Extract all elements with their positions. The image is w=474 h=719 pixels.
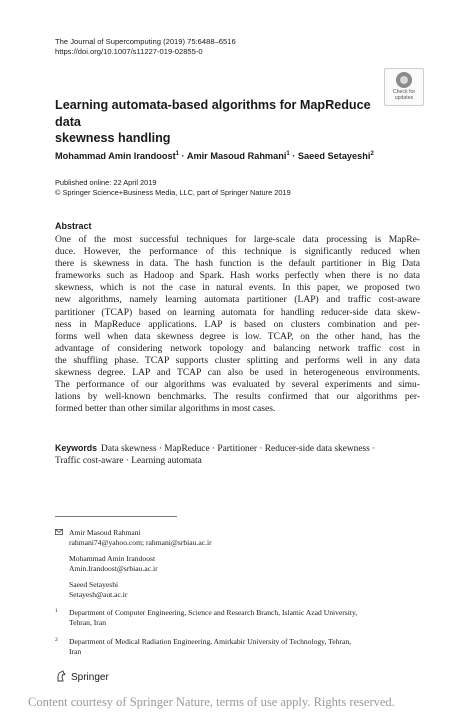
courtesy-watermark: Content courtesy of Springer Nature, terms of use apply. Rights reserved. [28, 695, 395, 709]
keywords-block [55, 442, 425, 467]
abstract-line: One of the most successful techniques for large-scale data processing is MapRe- [55, 234, 420, 245]
author-list [55, 148, 435, 162]
publication-info [55, 178, 291, 198]
footnote-divider [55, 516, 177, 517]
published-date: Published online: 22 April 2019 [55, 178, 157, 187]
abstract-line: skewness degree. LAP and TCAP can also be used in heterogeneous environments. [55, 367, 420, 379]
springer-horse-icon [55, 670, 67, 682]
contact-email[interactable]: rahmani74@yahoo.com; rahmani@srbiau.ac.ir [69, 538, 212, 547]
abstract-line: forms well when data skewness degree is low. TCAP, on the other hand, has the [55, 330, 420, 342]
keywords-line: Data skewness · MapReduce · Partitioner · Reducer-side data skewness · [101, 444, 376, 454]
affiliation-1 [55, 608, 420, 628]
author-affiliation-mark: 1 [286, 151, 290, 157]
abstract-line: duce. However, the performance of this technique is significantly reduced when [55, 246, 420, 258]
abstract-line: the shuffling phase. TCAP supports cluster splitting and performs well in any data [55, 354, 420, 366]
abstract-line: lations by well-known benchmarks. The results confirmed that our algorithms per- [55, 391, 420, 403]
author-name[interactable]: Saeed Setayeshi [297, 151, 371, 162]
journal-header [55, 37, 236, 57]
contact-name: Mohammad Amin Irandoost [69, 554, 156, 563]
abstract-line: frameworks such as Hadoop and Spark. Hash works perfectly when there is no data [55, 270, 420, 282]
abstract-line: new algorithms, namely learning automata partitioner (LAP) and traffic cost-aware [55, 294, 420, 306]
affiliation-text: Department of Computer Engineering, Science and Research Branch, Islamic Azad University, Tehran, Iran [69, 608, 358, 627]
abstract-body [55, 234, 420, 415]
publisher-logo[interactable] [55, 670, 109, 683]
journal-citation: The Journal of Supercomputing (2019) 75:6488–6516 [55, 37, 236, 46]
author-separator: · [292, 151, 296, 162]
author-name[interactable]: Amir Masoud Rahmani [186, 151, 287, 162]
envelope-icon [55, 529, 63, 535]
affiliation-number: 1 [55, 608, 58, 614]
abstract-line: partitioner (TCAP) based on learning automata for handling reducer-side data skew- [55, 306, 420, 318]
crossmark-icon [396, 72, 412, 88]
copyright-notice: © Springer Science+Business Media, LLC, part of Springer Nature 2019 [55, 188, 291, 197]
contact-name: Saeed Setayeshi [69, 580, 119, 589]
contact-entry [69, 580, 389, 600]
keywords-line: Traffic cost-aware · Learning automata [55, 456, 202, 466]
author-affiliation-mark: 2 [370, 151, 374, 157]
paper-title: Learning automata-based algorithms for MapReduce data skewness handling [55, 98, 371, 145]
keywords-heading: Keywords [55, 443, 98, 453]
contact-email[interactable]: Setayesh@aut.ac.ir [69, 590, 128, 599]
abstract-line: advantage of considering network topology and balancing network traffic cost in [55, 342, 420, 354]
contact-list [55, 528, 375, 606]
contact-entry [69, 554, 389, 574]
affiliation-number: 2 [55, 637, 58, 643]
abstract-heading: Abstract [55, 221, 92, 231]
affiliation-2 [55, 637, 420, 657]
author-name[interactable]: Mohammad Amin Irandoost [55, 151, 176, 162]
doi-link[interactable]: https://doi.org/10.1007/s11227-019-02855-0 [55, 47, 203, 56]
affiliation-text: Department of Medical Radiation Engineering, Amirkabir University of Technology, Tehran, Iran [69, 637, 352, 656]
publisher-name: Springer [71, 672, 109, 683]
contact-email[interactable]: Amin.Irandoost@srbiau.ac.ir [69, 564, 158, 573]
abstract-line: The performance of our algorithms was evaluated by several experiments and simu- [55, 379, 420, 391]
author-separator: · [181, 151, 185, 162]
contact-name: Amir Masoud Rahmani [69, 528, 141, 537]
check-for-updates-badge[interactable] [384, 68, 424, 106]
abstract-line: ness in MapReduce applications. LAP is based on clusters combination and per- [55, 318, 420, 330]
abstract-line: skewness, which is not the case in natural events. In this paper, we proposed two [55, 282, 420, 294]
contact-entry [69, 528, 389, 548]
author-affiliation-mark: 1 [175, 151, 179, 157]
abstract-line: there is skewness in data. The hash function is the default partitioner in Big Data [55, 258, 420, 270]
abstract-line: formed better than other similar algorithms in most cases. [55, 403, 276, 415]
badge-label: Check for updates [392, 89, 416, 101]
